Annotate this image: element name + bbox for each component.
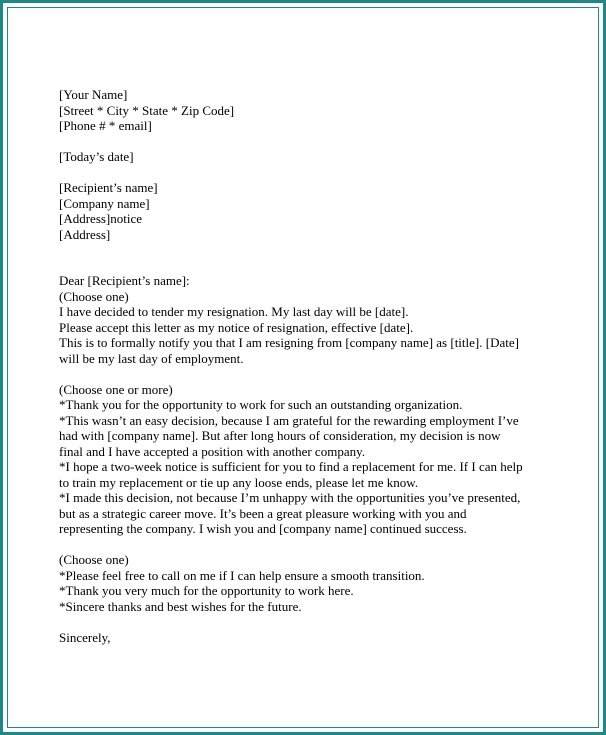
recipient-address-1: [Address]notice [59,211,143,226]
section-heading: (Choose one) [59,552,129,567]
spacer [59,537,559,553]
section-opening [59,289,559,367]
sender-contact: [Phone # * email] [59,118,152,133]
paragraph-line: final and I have accepted a position with another company. [59,443,365,459]
paragraph-line: *Sincere thanks and best wishes for the future. [59,598,302,614]
spacer [59,242,559,273]
section-body [59,382,559,537]
spacer [59,614,559,630]
paragraph-line: had with [company name]. But after long hours of consideration, my decision is now [59,428,501,443]
recipient-block [59,180,559,242]
paragraph-line: *I made this decision, not because I’m unhappy with the opportunities you’ve presented, [59,490,521,505]
recipient-address-2: [Address] [59,226,111,242]
salutation: Dear [Recipient’s name]: [59,273,190,288]
section-closing [59,552,559,614]
paragraph-line: but as a strategic career move. It’s been a great pleasure working with you and [59,505,467,521]
paragraph-line: Please accept this letter as my notice of resignation, effective [date]. [59,319,414,335]
spacer [59,134,559,150]
section-heading: (Choose one) [59,288,129,304]
paragraph-line: *Please feel free to call on me if I can help ensure a smooth transition. [59,567,425,583]
sender-name: [Your Name] [59,87,128,102]
paragraph-line: *Thank you very much for the opportunity to work here. [59,583,354,598]
paragraph-line: to train my replacement or tie up any loose ends, please let me know. [59,474,419,490]
paragraph-line: *I hope a two-week notice is sufficient for you to find a replacement for me. If I can help [59,459,523,474]
paragraph-line: This is to formally notify you that I am resigning from [company name] as [title]. [Date] [59,335,519,350]
sender-address: [Street * City * State * Zip Code] [59,102,235,118]
letter-date: [Today’s date] [59,149,134,164]
letter-body [59,87,559,645]
recipient-company: [Company name] [59,195,150,211]
paragraph-line: *This wasn’t an easy decision, because I am grateful for the rewarding employment I’ve [59,412,519,428]
paragraph-line: will be my last day of employment. [59,350,244,366]
paragraph-line: I have decided to tender my resignation. My last day will be [date]. [59,304,409,319]
paragraph-line: *Thank you for the opportunity to work for such an outstanding organization. [59,397,463,412]
sender-block [59,87,559,134]
recipient-name: [Recipient’s name] [59,180,158,195]
section-heading: (Choose one or more) [59,381,173,397]
paragraph-line: representing the company. I wish you and [company name] continued success. [59,521,467,536]
closing: Sincerely, [59,629,111,645]
spacer [59,165,559,181]
spacer [59,366,559,382]
